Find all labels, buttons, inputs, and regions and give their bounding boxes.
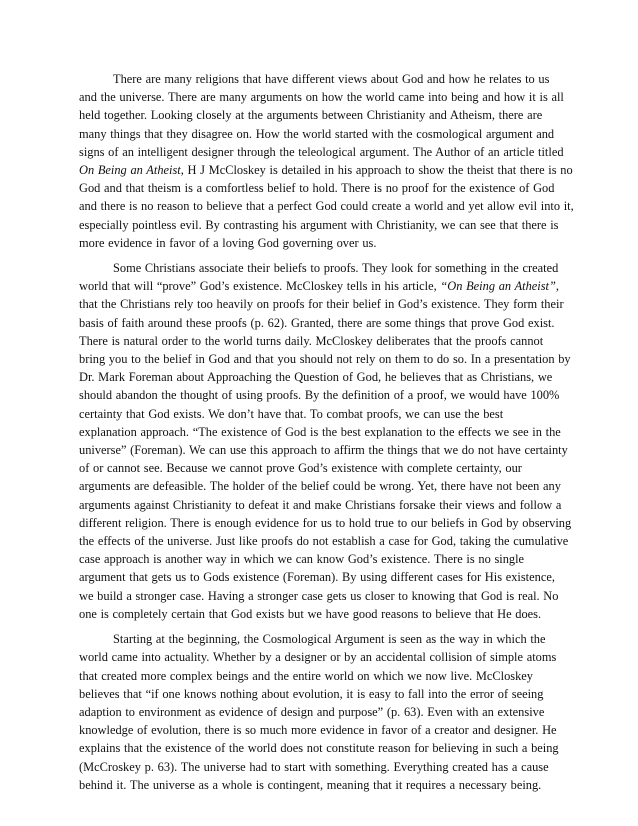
- text-run: arguments are defeasible. The holder of the belief could be wrong. Yet, there have not been any: [79, 479, 561, 494]
- paragraph: [79, 70, 574, 252]
- paragraph: [79, 630, 562, 794]
- text-run: one is completely certain that God exists but we have good reasons to believe that He does.: [79, 606, 542, 621]
- text-line: [79, 758, 562, 776]
- text-line: [79, 161, 573, 179]
- text-line: [79, 514, 572, 532]
- text-line: [79, 703, 562, 721]
- text-run: especially pointless evil. By contrasting his argument with Christianity, we can see that there is: [79, 217, 559, 232]
- text-run: held together. Looking closely at the arguments between Christianity and Atheism, there are: [79, 108, 543, 123]
- text-run: universe” (Foreman). We can use this approach to affirm the things that we do not have certainty: [79, 443, 568, 458]
- text-run: certainty that God exists. We don’t have that. To combat proofs, we can use the best: [79, 406, 504, 421]
- text-run: and there is no reason to believe that a perfect God could create a world and yet allow evil into it,: [79, 199, 574, 214]
- text-run: that created more complex beings and the entire world on which we now live. McCloskey: [79, 668, 533, 683]
- text-line: [79, 314, 562, 332]
- text-run: Starting at the beginning, the Cosmological Argument is seen as the way in which the: [113, 632, 546, 647]
- text-run: more evidence in favor of a loving God governing over us.: [79, 235, 377, 250]
- text-run: bring you to the belief in God and that you should not rely on them to do so. In a presentation by: [79, 352, 571, 367]
- text-run: world that will “prove” God’s existence. McCloskey tells in his article,: [79, 279, 441, 294]
- text-run: ,: [555, 279, 559, 294]
- text-run: explanation approach. “The existence of God is the best explanation to the effects we see in the: [79, 424, 561, 439]
- text-run: case approach is another way in which we can know God’s existence. There is no single: [79, 552, 525, 567]
- text-line: [79, 685, 562, 703]
- text-run: (McCroskey p. 63). The universe had to start with something. Everything created has a cause: [79, 759, 549, 774]
- text-run: arguments against Christianity to defeat it and make Christians forsake their views and follow a: [79, 497, 562, 512]
- text-line: [79, 259, 562, 277]
- text-line: [79, 496, 562, 514]
- text-line: [79, 234, 562, 252]
- text-run: different religion. There is enough evidence for us to hold true to our beliefs in God by observing: [79, 515, 572, 530]
- text-line: [79, 532, 569, 550]
- text-run: Some Christians associate their beliefs to proofs. They look for something in the created: [113, 261, 559, 276]
- text-run: that the Christians rely too heavily on proofs for their belief in God’s existence. They form their: [79, 297, 564, 312]
- text-run: , H J McCloskey is detailed in his approach to show the theist that there is no: [180, 163, 573, 178]
- text-run: believes that “if one knows nothing about evolution, it is easy to fall into the error of seeing: [79, 686, 544, 701]
- text-run: explains that the existence of the world does not constitute reason for believing in such a being: [79, 741, 559, 756]
- text-line: [79, 332, 562, 350]
- text-line: [79, 568, 562, 586]
- text-line: [79, 125, 562, 143]
- text-line: [79, 441, 568, 459]
- text-run: adaption to environment as evidence of design and purpose” (p. 63). Even with an extensive: [79, 704, 545, 719]
- text-line: [79, 667, 562, 685]
- text-line: [79, 550, 562, 568]
- text-line: [79, 648, 562, 666]
- text-run: basis of faith around these proofs (p. 62). Granted, there are some things that prove God exist.: [79, 315, 555, 330]
- text-line: [79, 88, 562, 106]
- text-line: [79, 179, 562, 197]
- text-line: [79, 277, 562, 295]
- text-line: [79, 106, 562, 124]
- text-line: [79, 70, 562, 88]
- text-run: There is natural order to the world turns daily. McCloskey deliberates that the proofs cannot: [79, 333, 544, 348]
- text-line: [79, 386, 562, 404]
- text-line: [79, 721, 562, 739]
- text-run: and the universe. There are many arguments on how the world came into being and how it is all: [79, 90, 564, 105]
- text-line: [79, 143, 562, 161]
- text-run: we build a stronger case. Having a stronger case gets us closer to knowing that God is real. No: [79, 588, 559, 603]
- text-run: signs of an intelligent designer through the teleological argument. The Author of an article titled: [79, 144, 564, 159]
- text-line: [79, 423, 562, 441]
- text-line: [79, 295, 562, 313]
- text-line: [79, 216, 562, 234]
- text-run: knowledge of evolution, there is so much more evidence in favor of a creator and designer. He: [79, 723, 557, 738]
- text-run: many things that they disagree on. How the world started with the cosmological argument and: [79, 126, 555, 141]
- text-run: behind it. The universe as a whole is contingent, meaning that it requires a necessary being.: [79, 777, 542, 792]
- text-run: argument that gets us to Gods existence (Foreman). By using different cases for His existence,: [79, 570, 555, 585]
- text-line: [79, 477, 562, 495]
- text-run: Dr. Mark Foreman about Approaching the Question of God, he believes that as Christians, we: [79, 370, 553, 385]
- text-line: [79, 587, 562, 605]
- text-run: should abandon the thought of using proofs. By the definition of a proof, we would have 100%: [79, 388, 560, 403]
- text-line: [79, 605, 562, 623]
- text-line: [79, 197, 574, 215]
- text-run: the effects of the universe. Just like proofs do not establish a case for God, taking the cumulative: [79, 534, 569, 549]
- text-line: [79, 405, 562, 423]
- text-run: of or cannot see. Because we cannot prove God’s existence with complete certainty, our: [79, 461, 522, 476]
- text-line: [79, 739, 562, 757]
- text-line: [79, 459, 562, 477]
- essay-body: [79, 70, 574, 794]
- text-line: [79, 630, 562, 648]
- paragraph: [79, 259, 572, 623]
- text-run: There are many religions that have different views about God and how he relates to us: [113, 72, 550, 86]
- text-run: God and that theism is a comfortless belief to hold. There is no proof for the existence of God: [79, 181, 555, 196]
- text-line: [79, 776, 562, 794]
- text-line: [79, 368, 562, 386]
- text-line: [79, 350, 571, 368]
- italic-title: On Being an Atheist: [79, 163, 181, 178]
- text-run: world came into actuality. Whether by a designer or by an accidental collision of simple atoms: [79, 650, 557, 665]
- italic-title: “On Being an Atheist”: [440, 279, 556, 294]
